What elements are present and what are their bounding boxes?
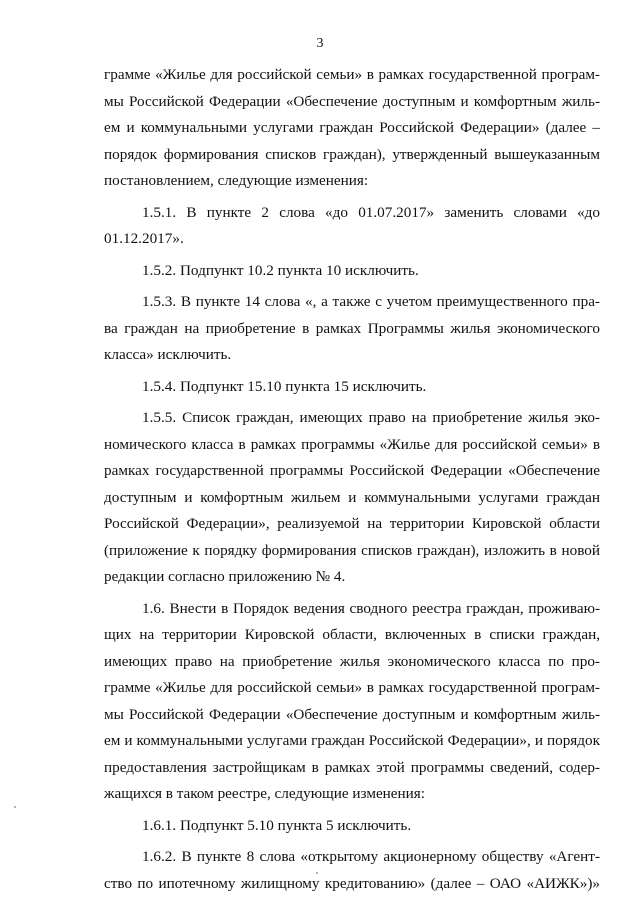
paragraph [104, 374, 600, 401]
text-line: ем и коммунальными услугами граждан Российской Федерации», и порядок [104, 732, 600, 749]
text-line: жащихся в таком реестре, следующие изменения: [104, 785, 426, 802]
text-line: предоставления застройщикам в рамках этой программы сведений, содер- [104, 758, 600, 776]
text-line: 1.5.1. В пункте 2 слова «до 01.07.2017» заменить словами «до [142, 203, 600, 221]
text-line: 1.5.3. В пункте 14 слова «, а также с учетом преимущественного пра- [142, 293, 600, 310]
paragraph [104, 813, 600, 840]
text-line: доступным и комфортным жильем и коммунальными услугами граждан [104, 488, 600, 506]
text-line: (приложение к порядку формирования списков граждан), изложить в новой [104, 541, 600, 559]
text-line: 1.5.4. Подпункт 15.10 пункта 15 исключить. [142, 377, 427, 395]
text-line: постановлением, следующие изменения: [104, 172, 369, 189]
text-line: грамме «Жилье для российской семьи» в рамках государственной програм- [104, 679, 600, 696]
text-line: мы Российской Федерации «Обеспечение доступным и комфортным жиль- [104, 705, 600, 723]
scan-speck [14, 806, 16, 808]
scan-speck [316, 872, 318, 874]
text-line: класса» исключить. [104, 346, 232, 363]
paragraph [104, 62, 600, 195]
text-line: грамме «Жилье для российской семьи» в рамках государственной програм- [104, 66, 600, 83]
text-line: ва граждан на приобретение в рамках Программы жилья экономического [104, 319, 600, 337]
paragraph [104, 289, 600, 369]
text-line: мы Российской Федерации «Обеспечение доступным и комфортным жиль- [104, 92, 600, 110]
text-line: номического класса в рамках программы «Жилье для российской семьи» в [104, 435, 600, 453]
text-line: 1.5.2. Подпункт 10.2 пункта 10 исключить. [142, 261, 419, 279]
page-number: 3 [316, 36, 324, 51]
paragraph [104, 258, 600, 285]
paragraph [104, 405, 600, 591]
text-line: редакции согласно приложению № 4. [104, 568, 346, 585]
text-line: ство по ипотечному жилищному кредитованию» (далее – ОАО «АИЖК»)» [104, 874, 600, 892]
text-line: Российской Федерации», реализуемой на территории Кировской области [104, 515, 600, 532]
text-line: 1.6.1. Подпункт 5.10 пункта 5 исключить. [142, 816, 412, 834]
text-line: 1.6.2. В пункте 8 слова «открытому акционерному обществу «Агент- [142, 848, 600, 865]
text-line: 01.12.2017». [104, 230, 184, 247]
paragraph [104, 596, 600, 808]
text-line: ем и коммунальными услугами граждан Российской Федерации» (далее – [104, 119, 600, 136]
text-line: рамках государственной программы Российской Федерации «Обеспечение [104, 462, 600, 479]
document-body [104, 62, 600, 897]
text-line: имеющих право на приобретение жилья экономического класса по про- [104, 652, 600, 670]
paragraph [104, 844, 600, 897]
text-line: щих на территории Кировской области, включенных в списки граждан, [104, 626, 600, 643]
text-line: 1.5.5. Список граждан, имеющих право на приобретение жилья эко- [142, 409, 600, 426]
text-line: порядок формирования списков граждан), утвержденный вышеуказанным [104, 145, 600, 163]
paragraph [104, 200, 600, 253]
text-line: 1.6. Внести в Порядок ведения сводного реестра граждан, проживаю- [142, 599, 600, 617]
